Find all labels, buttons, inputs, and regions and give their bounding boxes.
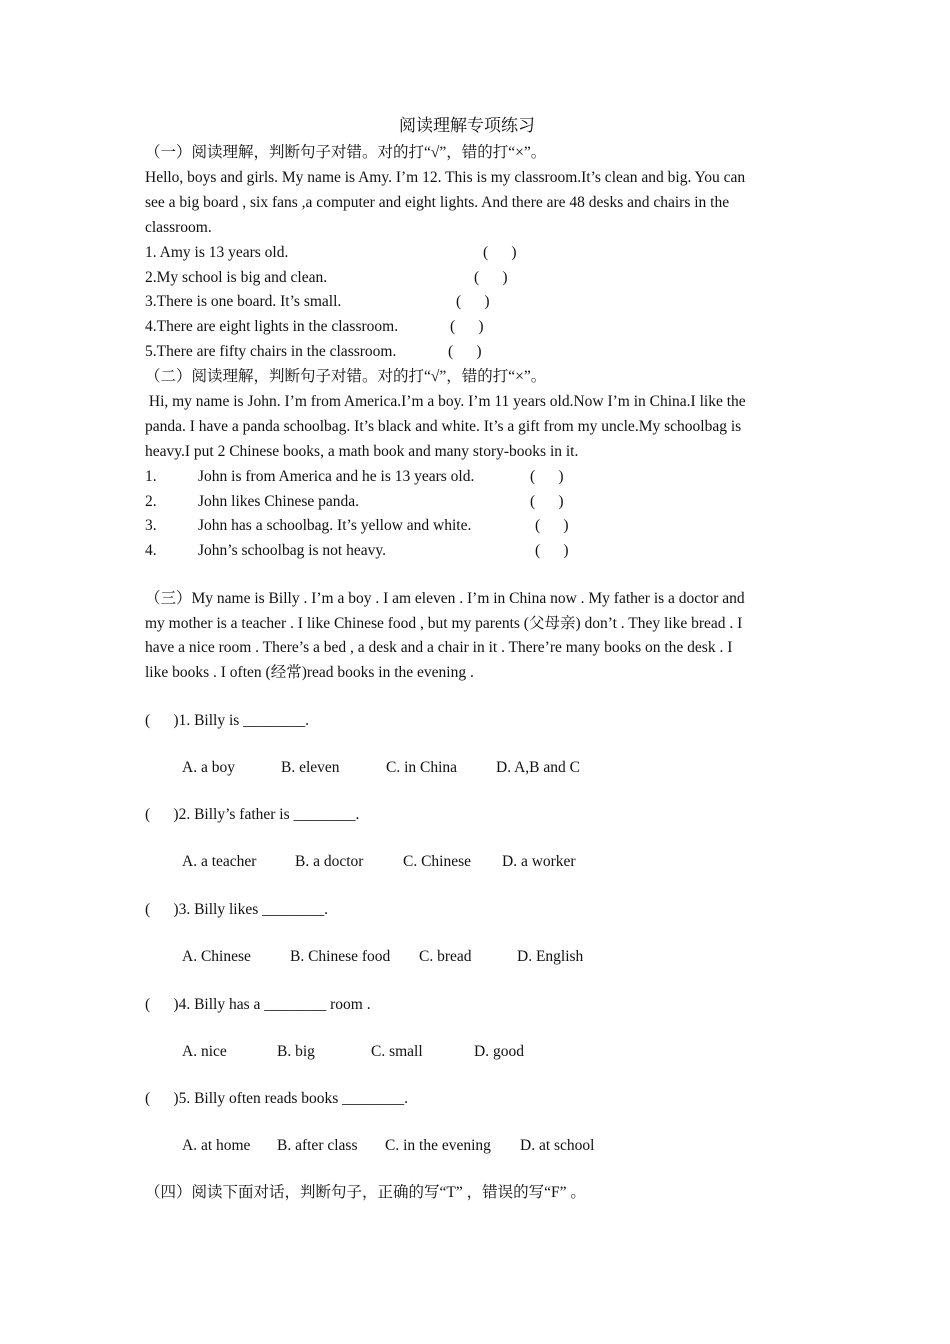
option-c[interactable]: C. small <box>371 1043 423 1060</box>
option-a[interactable]: A. at home <box>182 1137 251 1154</box>
answer-bracket[interactable]: ( ) <box>450 318 484 335</box>
section-3-passage-line: my mother is a teacher . I like Chinese food , but my parents (父母亲) don’t . They like bread . I <box>145 615 743 632</box>
section-2-item: John’s schoolbag is not heavy. <box>198 542 386 559</box>
option-c[interactable]: C. bread <box>419 948 472 965</box>
answer-bracket[interactable]: ( ) <box>456 293 490 310</box>
option-a[interactable]: A. a boy <box>182 759 235 776</box>
section-1-passage-line: see a big board , six fans ,a computer and eight lights. And there are 48 desks and chairs in the <box>145 194 730 211</box>
option-b[interactable]: B. after class <box>277 1137 358 1154</box>
answer-bracket[interactable]: ( ) <box>535 517 569 534</box>
question-5: ( )5. Billy often reads books ________. <box>145 1090 409 1107</box>
option-b[interactable]: B. eleven <box>281 759 340 776</box>
option-a[interactable]: A. nice <box>182 1043 227 1060</box>
section-1-item: 4.There are eight lights in the classroom. <box>145 318 399 335</box>
item-number: 2. <box>145 493 157 510</box>
option-d[interactable]: D. a worker <box>502 853 576 870</box>
answer-bracket[interactable]: ( ) <box>448 343 482 360</box>
item-number: 3. <box>145 517 157 534</box>
question-1: ( )1. Billy is ________. <box>145 712 310 729</box>
section-1-passage-line: Hello, boys and girls. My name is Amy. I’m 12. This is my classroom.It’s clean and big. You can <box>145 169 746 186</box>
answer-bracket[interactable]: ( ) <box>530 468 564 485</box>
option-c[interactable]: C. Chinese <box>403 853 472 870</box>
item-number: 4. <box>145 542 157 559</box>
option-a[interactable]: A. a teacher <box>182 853 257 870</box>
answer-bracket[interactable]: ( ) <box>474 269 508 286</box>
section-2-item: John has a schoolbag. It’s yellow and white. <box>198 517 472 534</box>
answer-bracket[interactable]: ( ) <box>483 244 517 261</box>
section-1-item: 5.There are fifty chairs in the classroom. <box>145 343 397 360</box>
option-b[interactable]: B. Chinese food <box>290 948 391 965</box>
section-2-item: John likes Chinese panda. <box>198 493 360 510</box>
section-2-item: John is from America and he is 13 years old. <box>198 468 475 485</box>
question-4: ( )4. Billy has a ________ room . <box>145 996 371 1013</box>
question-2: ( )2. Billy’s father is ________. <box>145 806 360 823</box>
section-1-passage-line: classroom. <box>145 219 212 236</box>
option-d[interactable]: D. at school <box>520 1137 595 1154</box>
section-2-passage-line: Hi, my name is John. I’m from America.I’m a boy. I’m 11 years old.Now I’m in China.I like the <box>145 393 746 410</box>
option-c[interactable]: C. in China <box>386 759 458 776</box>
option-d[interactable]: D. good <box>474 1043 524 1060</box>
section-1-header: （一）阅读理解，判断句子对错。对的打“√”，错的打“×”。 <box>145 144 547 161</box>
item-number: 1. <box>145 468 157 485</box>
page-title: 阅读理解专项练习 <box>399 116 535 135</box>
section-3-passage-line: have a nice room . There’s a bed , a desk and a chair in it . There’re many books on the desk . I <box>145 639 733 656</box>
answer-bracket[interactable]: ( ) <box>535 542 569 559</box>
option-b[interactable]: B. big <box>277 1043 315 1060</box>
section-2-passage-line: panda. I have a panda schoolbag. It’s black and white. It’s a gift from my uncle.My schoolbag is <box>145 418 742 435</box>
option-b[interactable]: B. a doctor <box>295 853 364 870</box>
option-d[interactable]: D. English <box>517 948 584 965</box>
question-3: ( )3. Billy likes ________. <box>145 901 328 918</box>
option-d[interactable]: D. A,B and C <box>496 759 580 776</box>
section-2-header: （二）阅读理解，判断句子对错。对的打“√”，错的打“×”。 <box>145 368 547 385</box>
section-3-passage-line: （三）My name is Billy . I’m a boy . I am eleven . I’m in China now . My father is a doctor and <box>145 590 745 607</box>
section-4-header: （四）阅读下面对话，判断句子，正确的写“T” ，错误的写“F” 。 <box>145 1184 586 1201</box>
section-2-passage-line: heavy.I put 2 Chinese books, a math book and many story-books in it. <box>145 443 579 460</box>
section-1-item: 2.My school is big and clean. <box>145 269 328 286</box>
option-c[interactable]: C. in the evening <box>385 1137 491 1154</box>
section-1-item: 3.There is one board. It’s small. <box>145 293 342 310</box>
answer-bracket[interactable]: ( ) <box>530 493 564 510</box>
option-a[interactable]: A. Chinese <box>182 948 251 965</box>
section-3-passage-line: like books . I often (经常)read books in the evening . <box>145 664 474 681</box>
section-1-item: 1. Amy is 13 years old. <box>145 244 289 261</box>
